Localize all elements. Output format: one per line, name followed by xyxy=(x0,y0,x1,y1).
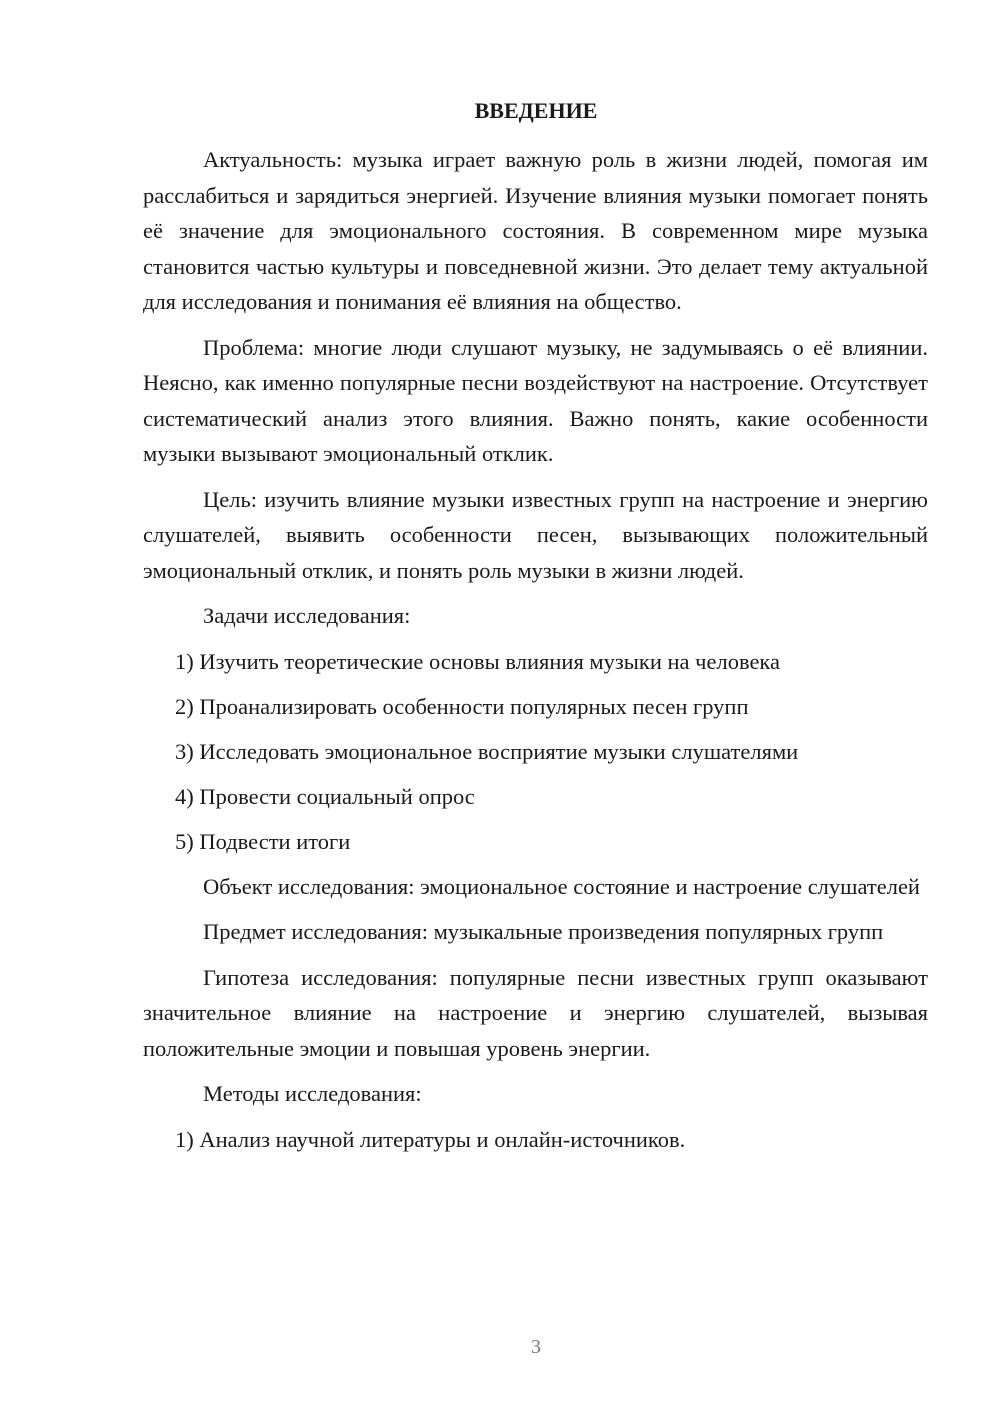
problem-paragraph: Проблема: многие люди слушают музыку, не задумываясь о её влиянии. Неясно, как именно популярные песни воздействуют на настроение. Отсутствует систематический анализ этого влияния. Важно понять, какие особенности музыки вызывают эмоциональный отклик. xyxy=(143,334,928,466)
task-item: 1) Изучить теоретические основы влияния музыки на человека xyxy=(175,648,781,674)
page-title: ВВЕДЕНИЕ xyxy=(474,98,598,123)
subject-paragraph: Предмет исследования: музыкальные произведения популярных групп xyxy=(203,919,884,944)
page-number: 3 xyxy=(531,1336,541,1358)
methods-list xyxy=(143,1122,928,1158)
task-item: 2) Проанализировать особенности популярных песен групп xyxy=(175,693,749,719)
document-body xyxy=(143,142,928,1167)
task-item: 4) Провести социальный опрос xyxy=(175,783,475,809)
object-paragraph: Объект исследования: эмоциональное состояние и настроение слушателей xyxy=(203,873,920,899)
task-item: 5) Подвести итоги xyxy=(175,828,351,854)
relevance-paragraph: Актуальность: музыка играет важную роль в жизни людей, помогая им расслабиться и зарядиться энергией. Изучение влияния музыки помогает понять её значение для эмоционального состояния. В современном мире музыка становится частью культуры и повседневной жизни. Это делает тему актуальной для исследования и понимания её влияния на общество. xyxy=(143,147,928,314)
tasks-list xyxy=(143,644,928,860)
method-item: 1) Анализ научной литературы и онлайн-источников. xyxy=(175,1126,686,1152)
goal-paragraph: Цель: изучить влияние музыки известных групп на настроение и энергию слушателей, выявить особенности песен, вызывающих положительный эмоциональный отклик, и понять роль музыки в жизни людей. xyxy=(143,486,928,583)
methods-heading: Методы исследования: xyxy=(203,1081,422,1106)
task-item: 3) Исследовать эмоциональное восприятие музыки слушателями xyxy=(175,738,799,764)
tasks-heading: Задачи исследования: xyxy=(203,603,411,628)
hypothesis-paragraph: Гипотеза исследования: популярные песни известных групп оказывают значительное влияние на настроение и энергию слушателей, вызывая положительные эмоции и повышая уровень энергии. xyxy=(143,964,928,1061)
